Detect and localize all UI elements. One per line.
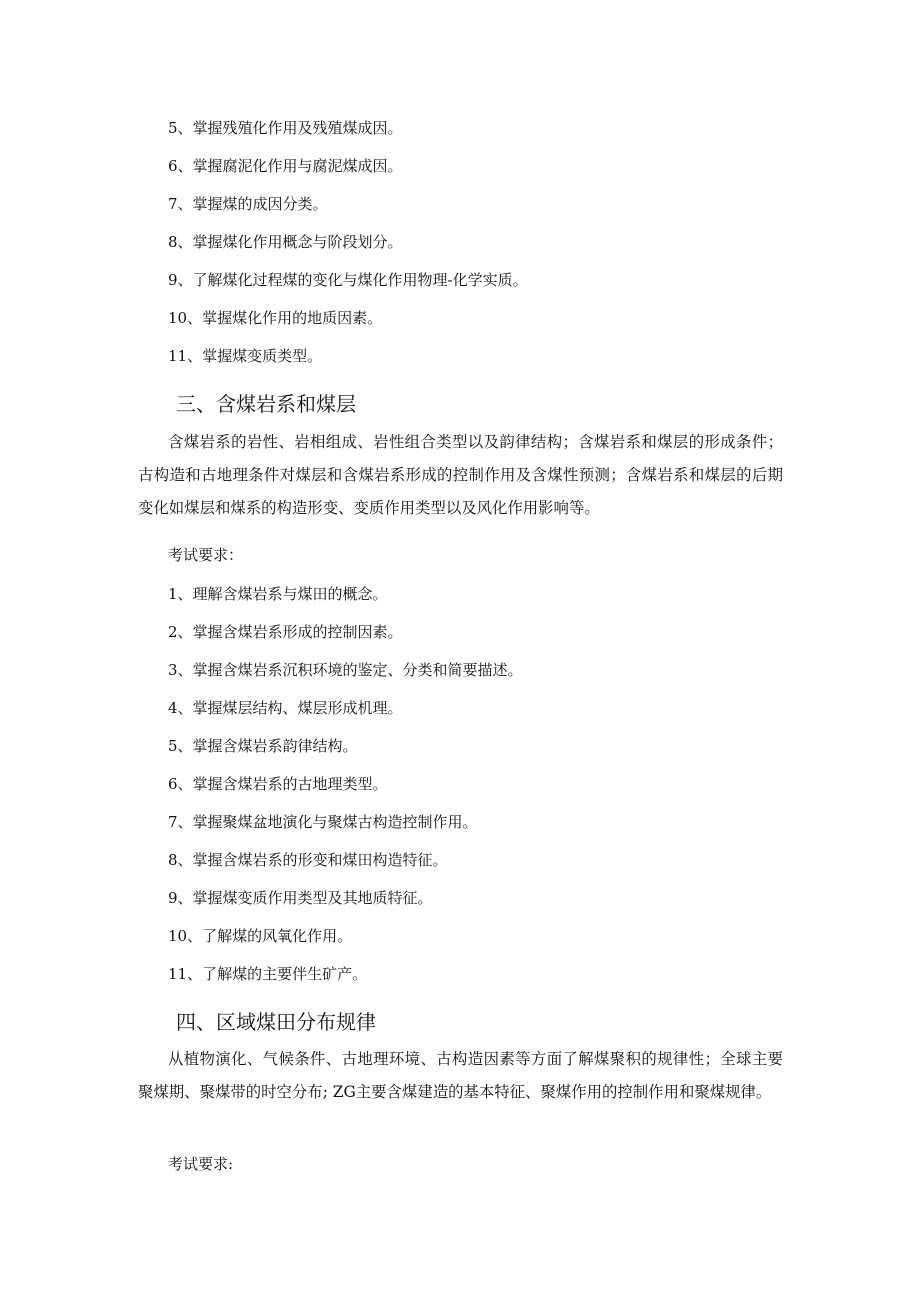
section-paragraph: 含煤岩系的岩性、岩相组成、岩性组合类型以及韵律结构；含煤岩系和煤层的形成条件；古构造和古地理条件对煤层和含煤岩系形成的控制作用及含煤性预测；含煤岩系和煤层的后期变化如煤层和煤系的构造形变、变质作用类型以及风化作用影响等。 <box>138 433 783 517</box>
list-item: 3、掌握含煤岩系沉积环境的鉴定、分类和简要描述。 <box>168 661 523 679</box>
section-paragraph: 从植物演化、气候条件、古地理环境、古构造因素等方面了解煤聚积的规律性；全球主要聚煤期、聚煤带的时空分布; ZG主要含煤建造的基本特征、聚煤作用的控制作用和聚煤规律。 <box>138 1050 783 1101</box>
list-item: 9、了解煤化过程煤的变化与煤化作用物理-化学实质。 <box>168 271 528 289</box>
list-item: 11、了解煤的主要伴生矿产。 <box>168 965 368 983</box>
list-item: 7、掌握聚煤盆地演化与聚煤古构造控制作用。 <box>168 813 478 831</box>
list-item: 5、掌握含煤岩系韵律结构。 <box>168 737 358 755</box>
list-item: 8、掌握煤化作用概念与阶段划分。 <box>168 233 403 251</box>
list-item: 1、理解含煤岩系与煤田的概念。 <box>168 585 388 603</box>
list-item: 10、了解煤的风氧化作用。 <box>168 927 353 945</box>
list-item: 9、掌握煤变质作用类型及其地质特征。 <box>168 889 433 907</box>
list-item: 4、掌握煤层结构、煤层形成机理。 <box>168 699 403 717</box>
requirements-label: 考试要求： <box>168 546 244 564</box>
list-item: 11、掌握煤变质类型。 <box>168 347 323 365</box>
list-item: 10、掌握煤化作用的地质因素。 <box>168 309 383 327</box>
section-heading: 四、区域煤田分布规律 <box>176 1010 376 1034</box>
list-item: 2、掌握含煤岩系形成的控制因素。 <box>168 623 403 641</box>
list-item: 6、掌握腐泥化作用与腐泥煤成因。 <box>168 157 403 175</box>
requirements-label: 考试要求: <box>168 1155 234 1173</box>
list-item: 8、掌握含煤岩系的形变和煤田构造特征。 <box>168 851 448 869</box>
list-item: 5、掌握残殖化作用及残殖煤成因。 <box>168 119 403 137</box>
list-item: 7、掌握煤的成因分类。 <box>168 195 328 213</box>
section-heading: 三、含煤岩系和煤层 <box>176 392 356 416</box>
list-item: 6、掌握含煤岩系的古地理类型。 <box>168 775 388 793</box>
